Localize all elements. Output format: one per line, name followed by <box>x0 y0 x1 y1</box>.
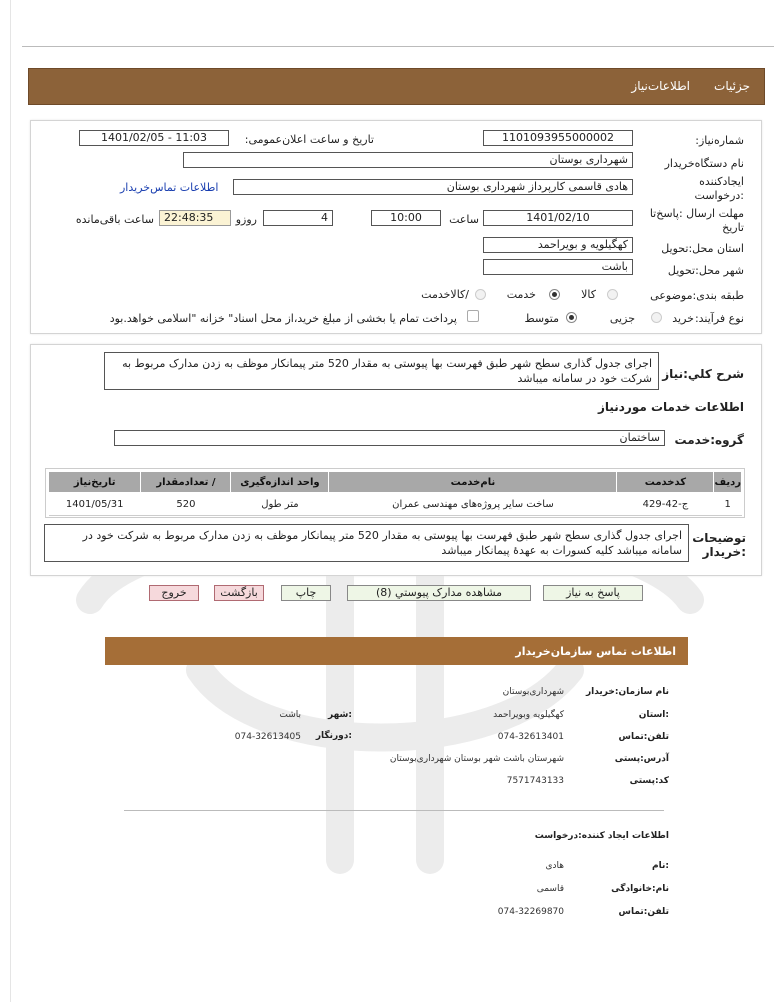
table-row <box>49 493 742 516</box>
process-medium-radio[interactable] <box>566 312 577 323</box>
contact-address-label: آدرس:پستی <box>614 754 669 764</box>
header-title-details: جزئیات <box>714 79 750 93</box>
deadline-label: مهلت ارسال :پاسخ‌تا <box>649 207 744 220</box>
buyer-notes-text: اجرای جدول گذاری سطح شهر طبق فهرست بها پیوستی به مقدار 520 متر پیمانکار موظف به زدن مدارک مربوط به شرکت خود در سامانه میباشد کلیه کسورات به عهدۀ پیمانکار میباشد <box>44 524 689 562</box>
contact-postal-value: 7571743133 <box>506 776 564 786</box>
creator-field: هادی قاسمی کارپرداز شهرداری بوستان <box>233 179 633 195</box>
org-name-label: نام سازمان:خریدار <box>585 687 669 697</box>
cell-unit: متر طول <box>231 493 329 516</box>
header-title-need-info: اطلاعات‌نیاز <box>631 79 690 93</box>
contact-city-value: باشت <box>279 710 301 720</box>
creator-name-label: :نام <box>652 861 669 871</box>
days-field: 4 <box>263 210 333 226</box>
announce-datetime-field: 1401/02/05 - 11:03 <box>79 130 229 146</box>
category-goods-service-radio[interactable] <box>475 289 486 300</box>
print-button[interactable]: چاپ <box>281 585 331 601</box>
section-header <box>28 68 765 105</box>
contact-province-label: :استان <box>638 710 669 720</box>
creator-label-2: :درخواست <box>694 189 744 202</box>
cell-need-date: 1401/05/31 <box>49 493 141 516</box>
summary-label: شرح کلي:نیاز <box>662 367 744 381</box>
contact-postal-label: کد:پستی <box>629 776 669 786</box>
contact-province-value: کهگیلویه وبویراحمد <box>493 710 564 720</box>
category-goods-service-label: /کالاخدمت <box>421 288 469 301</box>
category-goods-radio[interactable] <box>607 289 618 300</box>
contact-phone-label: تلفن:تماس <box>618 732 669 742</box>
contact-city-label: :شهر <box>328 710 352 720</box>
creator-label: ایجادکننده <box>699 175 744 188</box>
city-field: باشت <box>483 259 633 275</box>
col-quantity: / تعدادمقدار <box>141 472 231 493</box>
contact-phone-value: 074-32613401 <box>497 732 564 742</box>
process-type-label: نوع فرآیند: <box>694 312 744 325</box>
buyer-notes-label: توضیحات <box>692 531 746 545</box>
summary-text: اجرای جدول گذاری سطح شهر طبق فهرست بها پیوستی به مقدار 520 متر پیمانکار موظف به زدن مدارک مربوط به شرکت خود در سامانه میباشد <box>104 352 659 390</box>
remaining-label: ساعت باقی‌مانده <box>75 213 154 226</box>
need-number-field: 1101093955000002 <box>483 130 633 146</box>
cell-quantity: 520 <box>141 493 231 516</box>
col-row: ردیف <box>714 472 742 493</box>
deadline-label-2: تاریخ <box>722 221 744 234</box>
contact-fax-value: 074-32613405 <box>234 732 301 742</box>
cell-service-code: ج-42-429 <box>617 493 714 516</box>
treasury-payment-checkbox[interactable] <box>467 310 479 322</box>
province-label: استان محل:تحویل <box>661 242 744 255</box>
col-unit: واحد اندازه‌گیری <box>231 472 329 493</box>
days-label: روزو <box>235 213 257 226</box>
view-attachments-button[interactable]: مشاهده مدارک پیوستي (8) <box>347 585 531 601</box>
city-label: شهر محل:تحویل <box>667 264 744 277</box>
buyer-notes-label-2: :خریدار <box>702 545 746 559</box>
service-group-field: ساختمان <box>114 430 665 446</box>
deadline-date-field: 1401/02/10 <box>483 210 633 226</box>
treasury-payment-note: پرداخت تمام یا بخشی از مبلغ خرید،از محل اسناد" خزانه "اسلامی خواهد.بود <box>109 312 457 325</box>
contact-address-value: شهرستان باشت شهر بوستان شهرداری‌بوستان <box>389 754 564 764</box>
deadline-time-label: ساعت <box>449 213 479 226</box>
buyer-contact-link[interactable]: اطلاعات تماس‌خریدار <box>120 181 219 194</box>
category-service-label: خدمت <box>506 288 536 301</box>
process-medium-label: متوسط <box>524 312 559 325</box>
remaining-time-field: 22:48:35 <box>159 210 231 226</box>
process-buy-label: خرید <box>672 312 694 325</box>
buyer-contact-title: اطلاعات تماس سازمان‌خریدار <box>515 645 676 658</box>
contact-divider <box>124 810 664 811</box>
back-button[interactable]: بازگشت <box>214 585 264 601</box>
cell-service-name: ساخت سایر پروژه‌های مهندسی عمران <box>329 493 617 516</box>
category-label: طبقه بندی:موضوعی <box>650 289 744 302</box>
creator-phone-label: تلفن:تماس <box>618 907 669 917</box>
col-service-code: کدخدمت <box>617 472 714 493</box>
service-group-label: گروه:خدمت <box>674 433 744 447</box>
creator-name-value: هادی <box>545 861 564 871</box>
items-table-wrap <box>45 468 745 518</box>
buyer-org-field: شهرداری بوستان <box>183 152 633 168</box>
creator-info-title: اطلاعات ایجاد کننده:درخواست <box>534 831 669 841</box>
cell-row: 1 <box>714 493 742 516</box>
category-service-radio[interactable] <box>549 289 560 300</box>
creator-phone-value: 074-32269870 <box>497 907 564 917</box>
creator-family-label: نام:خانوادگی <box>611 884 669 894</box>
items-table <box>48 471 742 516</box>
org-name-value: شهرداری‌بوستان <box>502 687 564 697</box>
exit-button[interactable]: خروج <box>149 585 199 601</box>
announce-label: تاریخ و ساعت اعلان‌عمومی: <box>244 133 374 146</box>
services-title: اطلاعات خدمات موردنیاز <box>597 400 744 414</box>
process-small-label: جزیی <box>609 312 635 325</box>
buyer-contact-header <box>105 637 688 665</box>
creator-family-value: قاسمی <box>536 884 564 894</box>
contact-fax-label: :دورنگار <box>315 731 352 741</box>
province-field: کهگیلویه و بویراحمد <box>483 237 633 253</box>
need-number-label: شماره‌نیاز: <box>695 134 744 147</box>
buyer-org-label: نام دستگاه‌خریدار <box>664 157 744 170</box>
reply-button[interactable]: پاسخ به نیاز <box>543 585 643 601</box>
process-small-radio[interactable] <box>651 312 662 323</box>
category-goods-label: کالا <box>581 288 596 301</box>
col-need-date: تاریخ‌نیاز <box>49 472 141 493</box>
left-border <box>10 0 11 1002</box>
top-divider <box>22 46 774 47</box>
deadline-time-field: 10:00 <box>371 210 441 226</box>
col-service-name: نام‌خدمت <box>329 472 617 493</box>
